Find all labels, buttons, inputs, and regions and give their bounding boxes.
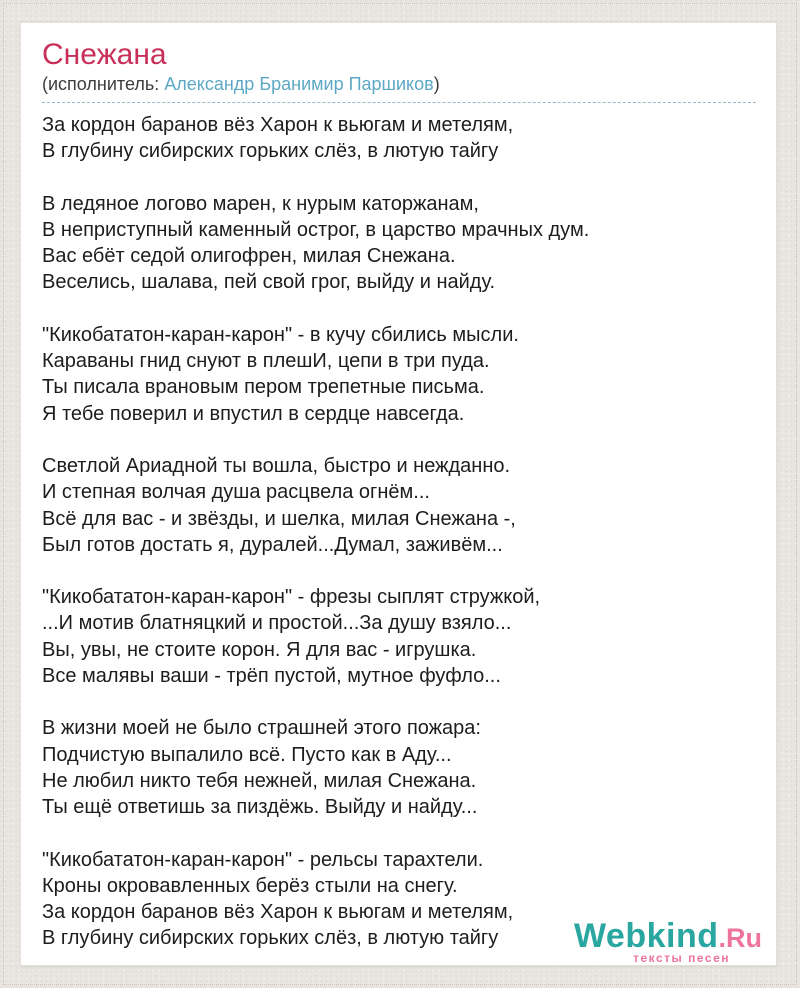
lyrics-line: В неприступный каменный острог, в царство мрачных дум. (42, 218, 590, 241)
lyrics-line: Вы, увы, не стоите корон. Я для вас - игрушка. (42, 638, 477, 661)
song-title: Снежана (42, 38, 167, 71)
lyrics-verse (42, 191, 756, 296)
lyrics-verse (42, 112, 756, 165)
webkind-logo-wordmark: Webkind (573, 917, 719, 955)
artist-label-close: ) (433, 74, 440, 94)
lyrics-line: Веселись, шалава, пей свой грог, выйду и найду. (42, 271, 496, 294)
webkind-logo-row (574, 919, 762, 953)
lyrics-line: Подчистую выпалило всё. Пусто как в Аду... (42, 743, 452, 766)
lyrics-line: "Кикобататон-каран-карон" - фрезы сыплят стружкой, (42, 586, 541, 609)
lyrics-line: В глубину сибирских горьких слёз, в лютую тайгу (42, 140, 499, 163)
lyrics-line: Вас ебёт седой олигофрен, милая Снежана. (42, 245, 456, 268)
lyrics-line: Светлой Ариадной ты вошла, быстро и нежданно. (42, 454, 511, 477)
lyrics-line: За кордон баранов вёз Харон к вьюгам и метелям, (42, 901, 514, 924)
lyrics-line: Все малявы ваши - трёп пустой, мутное фуфло... (42, 665, 501, 688)
lyrics-line: И степная волчая душа расцвела огнём... (42, 481, 430, 504)
lyrics-line: В ледяное логово марен, к нурым каторжанам, (42, 192, 479, 215)
lyrics-line: Караваны гнид снуют в плешИ, цепи в три пуда. (42, 350, 490, 373)
lyrics-line: Я тебе поверил и впустил в сердце навсегда. (42, 402, 465, 425)
lyrics-line: ...И мотив блатняцкий и простой...За душу взяло... (42, 612, 512, 635)
lyrics-text (42, 112, 756, 952)
webkind-logo[interactable] (574, 919, 762, 965)
lyrics-verse (42, 453, 756, 558)
webkind-logo-tagline: тексты песен (633, 951, 730, 965)
lyrics-line: Кроны окровавленных берёз стыли на снегу. (42, 874, 458, 897)
lyrics-line: Ты писала врановым пером трепетные письма. (42, 376, 485, 399)
artist-link[interactable]: Александр Бранимир Паршиков (164, 74, 434, 94)
lyrics-verse (42, 322, 756, 427)
lyrics-verse (42, 715, 756, 820)
artist-line (42, 74, 756, 103)
lyrics-line: Был готов достать я, дуралей...Думал, заживём... (42, 533, 503, 556)
webkind-logo-domain: .Ru (718, 923, 762, 953)
lyrics-line: "Кикобататон-каран-карон" - рельсы тарахтели. (42, 848, 484, 871)
lyrics-line: В глубину сибирских горьких слёз, в лютую тайгу (42, 927, 499, 950)
lyrics-card (20, 22, 777, 966)
artist-label: (исполнитель: (42, 74, 165, 94)
lyrics-line: Не любил никто тебя нежней, милая Снежана. (42, 769, 477, 792)
lyrics-line: За кордон баранов вёз Харон к вьюгам и метелям, (42, 114, 514, 136)
lyrics-verse (42, 584, 756, 689)
lyrics-line: Всё для вас - и звёзды, и шелка, милая Снежана -, (42, 507, 516, 530)
lyrics-line: В жизни моей не было страшней этого пожара: (42, 717, 481, 740)
lyrics-line: Ты ещё ответишь за пиздёжь. Выйду и найду... (42, 796, 478, 819)
lyrics-line: "Кикобататон-каран-карон" - в кучу сбились мысли. (42, 323, 519, 346)
